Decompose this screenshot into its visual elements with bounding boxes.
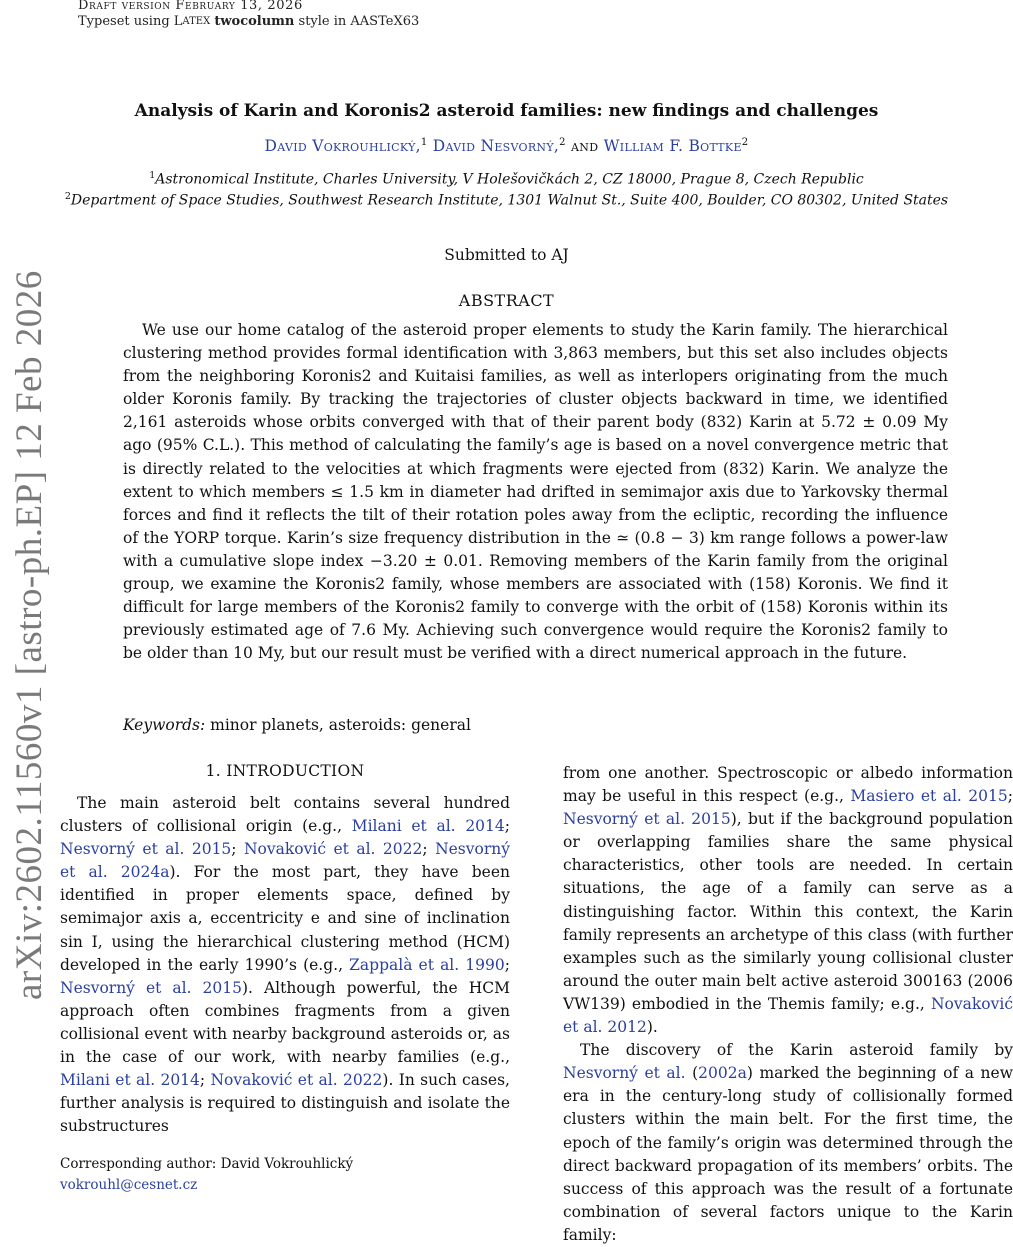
- keywords-line: [123, 716, 471, 734]
- author-list: [0, 137, 1013, 155]
- citation-link[interactable]: Nesvorný et al. 2024a: [60, 840, 510, 882]
- intro-paragraph-continued: [563, 762, 1013, 1039]
- abstract-body: We use our home catalog of the asteroid proper elements to study the Karin family. The hierarchical clustering method provides formal identification with 3,863 members, but this set also includes objects from the neighboring Koronis2 and Kuitaisi families, as well as interlopers originating from the much older Koronis family. By tracking the trajectories of cluster objects backward in time, we identified 2,161 asteroids whose orbits converged with that of their parent body (832) Karin at 5.72 ± 0.09 My ago (95% C.L.). This method of calculating the family’s age is based on a novel convergence metric that is directly related to the velocities at which fragments were ejected from (832) Karin. We analyze the extent to which members ≤ 1.5 km in diameter had drifted in semimajor axis due to Yarkovsky thermal forces and find it reflects the tilt of their rotation poles away from the ecliptic, recording the influence of the YORP torque. Karin’s size frequency distribution in the ≃ (0.8 − 3) km range follows a power-law with a cumulative slope index −3.20 ± 0.01. Removing members of the Karin family from the original group, we examine the Koronis2 family, whose members are associated with (158) Koronis. We find it difficult for large members of the Koronis2 family to converge with the orbit of (158) Koronis within its previously estimated age of 7.6 My. Achieving such convergence would require the Koronis2 family to be older than 10 My, but our result must be verified with a direct numerical approach in the future.: [123, 321, 948, 663]
- intro-text: ). Although powerful, the HCM approach often combines fragments from a given collisional event with nearby background asteroids or, as in the case of our work, with nearby families (e.g.,: [60, 978, 510, 1067]
- citation-link[interactable]: Nesvorný et al. 2015: [60, 840, 232, 859]
- abstract-heading: ABSTRACT: [458, 291, 555, 310]
- citation-link[interactable]: Nesvorný et al. 2015: [563, 810, 731, 829]
- arxiv-identifier-stamp: arXiv:2602.11560v1 [astro-ph.EP] 12 Feb 2026: [9, 270, 50, 1000]
- citation-link[interactable]: Milani et al. 2014: [60, 1071, 200, 1090]
- author-2-affil: 2: [559, 137, 566, 148]
- affiliation-1-marker: 1: [149, 170, 156, 181]
- intro-text: ;: [422, 840, 436, 859]
- typeset-suffix: style in AASTeX63: [294, 14, 420, 29]
- intro-text: ). For the most part, they have been identified in proper elements space, defined by semimajor axis a, eccentricity e and sine of inclination sin I, using the hierarchical clustering method (HCM) developed in the early 1990’s (e.g.,: [60, 863, 510, 974]
- intro-text: The discovery of the Karin asteroid family by: [580, 1041, 1013, 1060]
- citation-link[interactable]: Masiero et al. 2015: [850, 787, 1008, 806]
- paper-title: Analysis of Karin and Koronis2 asteroid families: new findings and challenges: [134, 101, 879, 121]
- affiliation-2-text: Department of Space Studies, Southwest Research Institute, 1301 Walnut St., Suite 400, Boulder, CO 80302, United States: [70, 192, 949, 209]
- affiliation-1-text: Astronomical Institute, Charles University, V Holešovičkách 2, CZ 18000, Prague 8, Czech Republic: [155, 171, 864, 188]
- affiliation-2: [0, 191, 1013, 209]
- author-1-link[interactable]: David Vokrouhlický,: [264, 137, 421, 156]
- corresponding-author: Corresponding author: David Vokrouhlický: [60, 1156, 354, 1172]
- citation-link[interactable]: Novaković et al. 2022: [210, 1071, 383, 1090]
- intro-text: ). In such cases, further analysis is required to distinguish and isolate the substructures: [60, 1071, 510, 1136]
- citation-link[interactable]: Zappalà et al. 1990: [349, 955, 505, 974]
- intro-paragraph-karin: [563, 1039, 1013, 1247]
- author-3-link[interactable]: William F. Bottke: [603, 137, 742, 156]
- intro-right-column: [563, 762, 1013, 1247]
- citation-link[interactable]: Nesvorný et al.: [563, 1064, 686, 1083]
- typeset-prefix: Typeset using L: [78, 14, 183, 29]
- citation-link[interactable]: Milani et al. 2014: [351, 817, 505, 836]
- intro-text: ;: [199, 1071, 211, 1090]
- author-3-affil: 2: [741, 137, 749, 148]
- intro-text: ).: [646, 1018, 658, 1037]
- citation-link[interactable]: Nesvorný et al. 2015: [60, 978, 242, 997]
- affiliation-1: [0, 170, 1013, 188]
- citation-link[interactable]: Novaković et al. 2012: [563, 994, 1013, 1037]
- intro-text: (: [685, 1064, 699, 1083]
- draft-version-line: Draft version February 13, 2026: [78, 0, 303, 13]
- intro-text: ;: [504, 955, 510, 974]
- typeset-bold: twocolumn: [214, 14, 295, 29]
- intro-text: ), but if the background population or overlapping families share the same physical characteristics, other tools are needed. In certain situations, the age of a family can serve as a distinguishing factor. Within this context, the Karin family represents an archetype of this class (with further examples such as the similarly young collisional cluster around the outer main belt active asteroid 300163 (2006 VW139) embodied in the Themis family; e.g.,: [563, 810, 1013, 1013]
- intro-text: The main asteroid belt contains several hundred clusters of collisional origin (e.g.,: [60, 794, 510, 836]
- affiliation-2-marker: 2: [64, 191, 71, 202]
- intro-text: from one another. Spectroscopic or albedo information may be useful in this respect (e.g.,: [563, 764, 1013, 806]
- keywords-text: minor planets, asteroids: general: [205, 716, 471, 734]
- author-email-link[interactable]: vokrouhl@cesnet.cz: [60, 1177, 198, 1193]
- citation-link[interactable]: Novaković et al. 2022: [243, 840, 423, 859]
- intro-text: ;: [231, 840, 244, 859]
- author-2-link[interactable]: David Nesvorný,: [432, 137, 560, 156]
- intro-left-column: [60, 792, 510, 1138]
- section-heading-introduction: 1. INTRODUCTION: [205, 762, 365, 780]
- latex-logo-text: ATEX: [182, 16, 211, 27]
- intro-text: ;: [504, 817, 510, 836]
- intro-text: ) marked the beginning of a new era in the century-long study of collisionally formed clusters within the main belt. For the first time, the epoch of the family’s origin was determined through the direct backward propagation of its members’ orbits. The success of this approach was the result of a fortunate combination of several factors unique to the Karin family:: [563, 1064, 1013, 1244]
- citation-link[interactable]: 2002a: [698, 1064, 747, 1083]
- submitted-note: Submitted to AJ: [444, 246, 569, 264]
- keywords-label: Keywords:: [123, 716, 206, 734]
- author-1-affil: 1: [420, 137, 428, 148]
- authors-and: and: [565, 137, 604, 156]
- intro-text: ;: [1007, 787, 1013, 806]
- typeset-line: [78, 14, 419, 29]
